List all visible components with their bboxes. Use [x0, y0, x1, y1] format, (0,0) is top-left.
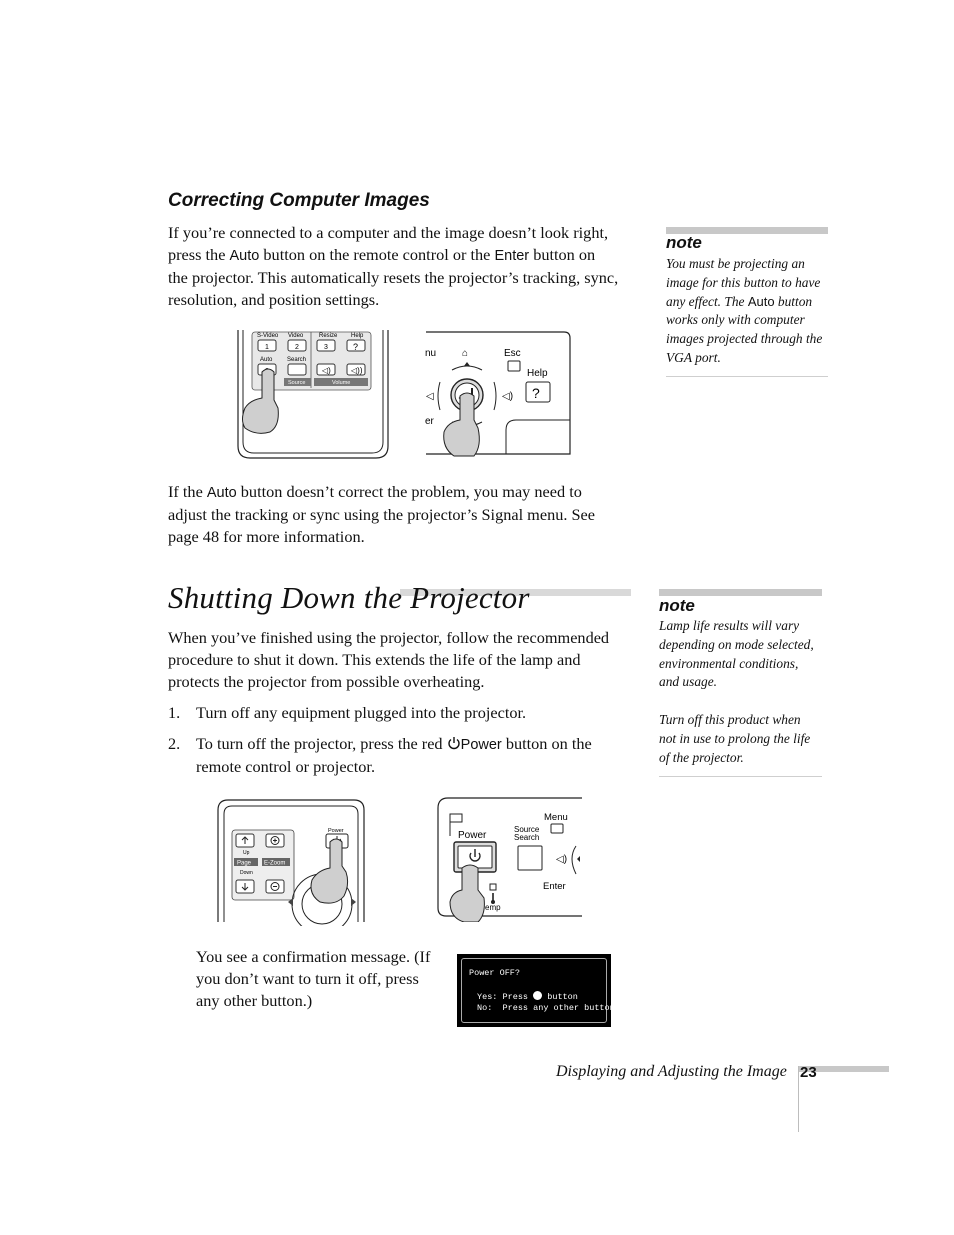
svg-text:◁: ◁ — [426, 391, 434, 402]
svg-text:Page: Page — [237, 860, 252, 867]
svg-text:◁): ◁) — [556, 854, 568, 865]
paragraph-correcting-intro — [168, 222, 638, 311]
step-text: Turn off any equipment plugged into the projector. — [196, 703, 527, 722]
note-end-rule — [659, 776, 822, 777]
svg-text:Search: Search — [514, 833, 540, 842]
power-button-name: Power — [460, 737, 502, 753]
note-end-rule — [666, 376, 828, 377]
svg-text:Volume: Volume — [332, 380, 351, 386]
projector-panel-enter-illustration — [424, 330, 574, 458]
osd-title: Power OFF? — [469, 968, 521, 978]
svg-text:Source: Source — [514, 825, 540, 834]
svg-text:Esc: Esc — [504, 348, 521, 359]
osd-options: Yes: Press button No: Press any other button — [477, 992, 615, 1013]
text-line: If you’re connected to a computer and the image doesn’t look right, — [168, 223, 609, 242]
step-text: To turn off the projector, press the red Power button on the remote control or projector. — [196, 734, 592, 776]
svg-text:3: 3 — [324, 344, 328, 351]
svg-text:Enter: Enter — [543, 881, 566, 892]
power-off-confirmation-screen — [457, 954, 615, 1027]
section-heading-shutting-down: Shutting Down the Projector — [168, 580, 530, 615]
svg-text:2: 2 — [295, 344, 299, 351]
footer-chapter-title: Displaying and Adjusting the Image — [556, 1063, 787, 1080]
enter-button-name: Enter — [494, 248, 530, 264]
confirmation-description: You see a confirmation message. (If you don’t want to turn it off, press any other button.) — [196, 947, 431, 1010]
svg-text:1: 1 — [265, 344, 269, 351]
paragraph-shutdown-intro: When you’ve finished using the projector, follow the recommended procedure to shut it down. This extends the life of the lamp and protects the projector from possible overheating. — [168, 628, 610, 691]
svg-text:Power: Power — [458, 830, 487, 841]
svg-text:Up: Up — [243, 850, 250, 856]
note-bar — [659, 589, 822, 596]
svg-text:Video: Video — [288, 333, 304, 339]
svg-text:er: er — [425, 416, 434, 427]
svg-text:Resize: Resize — [319, 333, 338, 339]
svg-text:Power: Power — [328, 828, 344, 834]
svg-text:◁)): ◁)) — [351, 366, 363, 375]
paragraph-correcting-followup: If the Auto button doesn’t correct the problem, you may need to adjust the tracking or sync using the projector’s Signal menu. See page 48 for more information. — [168, 482, 595, 546]
svg-text:Help: Help — [351, 333, 364, 339]
power-icon — [447, 734, 461, 748]
step-number: 1. — [168, 703, 181, 722]
svg-text:Down: Down — [240, 870, 253, 876]
auto-button-name: Auto — [747, 293, 775, 309]
note-title: note — [666, 233, 702, 252]
auto-button-name: Auto — [229, 248, 260, 264]
svg-text:Help: Help — [527, 368, 548, 379]
projector-panel-power-illustration — [434, 796, 586, 922]
svg-text:Source: Source — [288, 380, 306, 386]
svg-text:Auto: Auto — [260, 357, 273, 363]
svg-text:◁): ◁) — [502, 391, 514, 402]
svg-text:E-Zoom: E-Zoom — [264, 860, 286, 867]
step-number: 2. — [168, 734, 181, 753]
text-line: resolution, and position settings. — [168, 290, 380, 309]
footer-divider — [798, 1066, 799, 1132]
svg-text:S-Video: S-Video — [257, 333, 279, 339]
text-line: press the Auto button on the remote control or the Enter button on — [168, 245, 596, 264]
svg-text:⌂: ⌂ — [462, 348, 469, 359]
auto-button-name: Auto — [206, 485, 237, 501]
power-icon — [533, 991, 542, 1000]
svg-text:nu: nu — [425, 348, 437, 359]
section-heading-correcting: Correcting Computer Images — [168, 190, 430, 211]
note-body: You must be projecting an image for this button to have any effect. The Auto button works only with computer images projected through the VGA port. — [666, 256, 823, 365]
svg-text:?: ? — [353, 342, 359, 352]
text-line: the projector. This automatically resets the projector’s tracking, sync, — [168, 268, 619, 287]
svg-text:Menu: Menu — [544, 812, 568, 823]
svg-text:?: ? — [532, 385, 540, 401]
svg-text:Search: Search — [287, 357, 307, 363]
remote-power-illustration — [216, 798, 368, 926]
svg-text:emp: emp — [485, 903, 501, 912]
svg-text:◁): ◁) — [322, 366, 331, 375]
note-body: Lamp life results will vary depending on mode selected, environmental conditions, and usage. Turn off this product when not in use to prolong the life of the projector. — [659, 618, 814, 765]
remote-auto-illustration — [236, 328, 390, 462]
note-title: note — [659, 596, 695, 615]
page-number: 23 — [800, 1064, 817, 1081]
